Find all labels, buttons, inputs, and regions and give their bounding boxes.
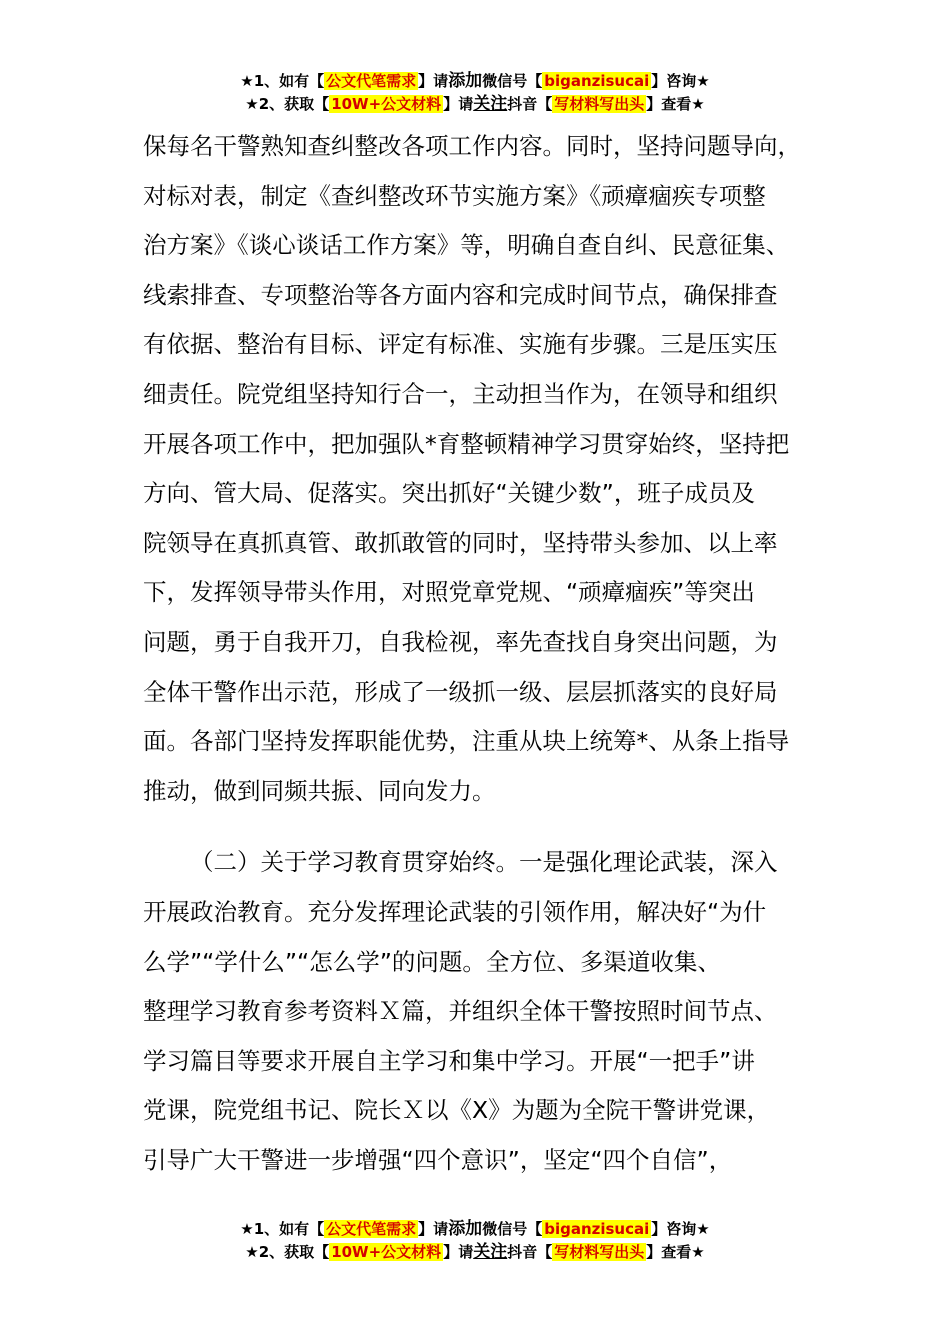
- highlight-douyin: 写材料写出头: [554, 1243, 645, 1261]
- banner-text: 微信号【: [482, 72, 543, 90]
- text-line: 引导广大干警进一步增强“四个意识”，坚定“四个自信”，: [143, 1145, 733, 1174]
- highlight-service: 公文代笔需求: [326, 1220, 417, 1238]
- text-line: 学习篇目等要求开展自主学习和集中学习。开展“一把手”讲: [143, 1046, 755, 1075]
- banner-text: 抖音【: [507, 1243, 553, 1261]
- text-line: 下，发挥领导带头作用，对照党章党规、“顽瘴痼疾”等突出: [143, 578, 755, 607]
- text-line: 方向、管大局、促落实。突出抓好“关键少数”，班子成员及: [143, 479, 755, 508]
- banner-text: 微信号【: [482, 1220, 543, 1238]
- banner-text: 】咨询★: [651, 72, 710, 90]
- banner-line-1: [0, 70, 950, 93]
- text-line: 么学”“学什么”“怎么学”的问题。全方位、多渠道收集、: [143, 947, 721, 976]
- footer-banner: [0, 1218, 950, 1264]
- banner-emphasis: 添加: [448, 1219, 483, 1239]
- banner-text: 】查看★: [646, 95, 705, 113]
- text-line: 问题，勇于自我开刀，自我检视，率先查找自身突出问题，为: [143, 627, 778, 656]
- text-line: 治方案》《谈心谈话工作方案》等，明确自查自纠、民意征集、: [143, 231, 790, 260]
- text-line: 面。各部门坚持发挥职能优势，注重从块上统筹*、从条上指导: [143, 727, 790, 756]
- highlight-wechat-id: biganzisucai: [544, 72, 650, 90]
- text-line: 细责任。院党组坚持知行合一，主动担当作为，在领导和组织: [143, 379, 778, 408]
- banner-emphasis: 关注: [473, 1242, 508, 1262]
- highlight-materials: 10W+公文材料: [331, 95, 442, 113]
- banner-emphasis: 添加: [448, 71, 483, 91]
- text-line: 推动，做到同频共振、同向发力。: [143, 776, 496, 805]
- banner-text: 】请: [443, 95, 474, 113]
- banner-text: 抖音【: [507, 95, 553, 113]
- header-banner: [0, 70, 950, 116]
- text-line: 整理学习教育参考资料Ｘ篇，并组织全体干警按照时间节点、: [143, 997, 778, 1026]
- text-line: 院领导在真抓真管、敢抓敢管的同时，坚持带头参加、以上率: [143, 528, 778, 557]
- banner-emphasis: 关注: [473, 94, 508, 114]
- paragraph-1: [143, 122, 813, 816]
- banner-line-2: [0, 1241, 950, 1264]
- banner-text: ★2、获取【: [245, 1243, 330, 1261]
- highlight-wechat-id: biganzisucai: [544, 1220, 650, 1238]
- text-line: 开展各项工作中，把加强队*育整顿精神学习贯穿始终，坚持把: [143, 429, 790, 458]
- text-line: 有依据、整治有目标、评定有标准、实施有步骤。三是压实压: [143, 330, 778, 359]
- highlight-materials: 10W+公文材料: [331, 1243, 442, 1261]
- text-line: 党课，院党组书记、院长Ｘ以《X》为题为全院干警讲党课，: [143, 1096, 771, 1125]
- highlight-douyin: 写材料写出头: [554, 95, 645, 113]
- highlight-service: 公文代笔需求: [326, 72, 417, 90]
- text-line: 全体干警作出示范，形成了一级抓一级、层层抓落实的良好局: [143, 677, 778, 706]
- text-line: 开展政治教育。充分发挥理论武装的引领作用，解决好“为什: [143, 897, 767, 926]
- banner-text: ★2、获取【: [245, 95, 330, 113]
- banner-text: 】请: [443, 1243, 474, 1261]
- banner-text: ★1、如有【: [240, 1220, 325, 1238]
- text-line: 线索排查、专项整治等各方面内容和完成时间节点，确保排查: [143, 280, 778, 309]
- text-line: 保每名干警熟知查纠整改各项工作内容。同时，坚持问题导向，: [143, 132, 801, 160]
- banner-text: 】咨询★: [651, 1220, 710, 1238]
- banner-line-2: [0, 93, 950, 116]
- text-line: （二）关于学习教育贯穿始终。一是强化理论武装，深入: [190, 848, 778, 877]
- banner-text: ★1、如有【: [240, 72, 325, 90]
- banner-line-1: [0, 1218, 950, 1241]
- document-body: [143, 122, 813, 1185]
- paragraph-2: [143, 838, 813, 1185]
- banner-text: 】查看★: [646, 1243, 705, 1261]
- text-line: 对标对表，制定《查纠整改环节实施方案》《顽瘴痼疾专项整: [143, 181, 766, 210]
- banner-text: 】请: [418, 1220, 449, 1238]
- banner-text: 】请: [418, 72, 449, 90]
